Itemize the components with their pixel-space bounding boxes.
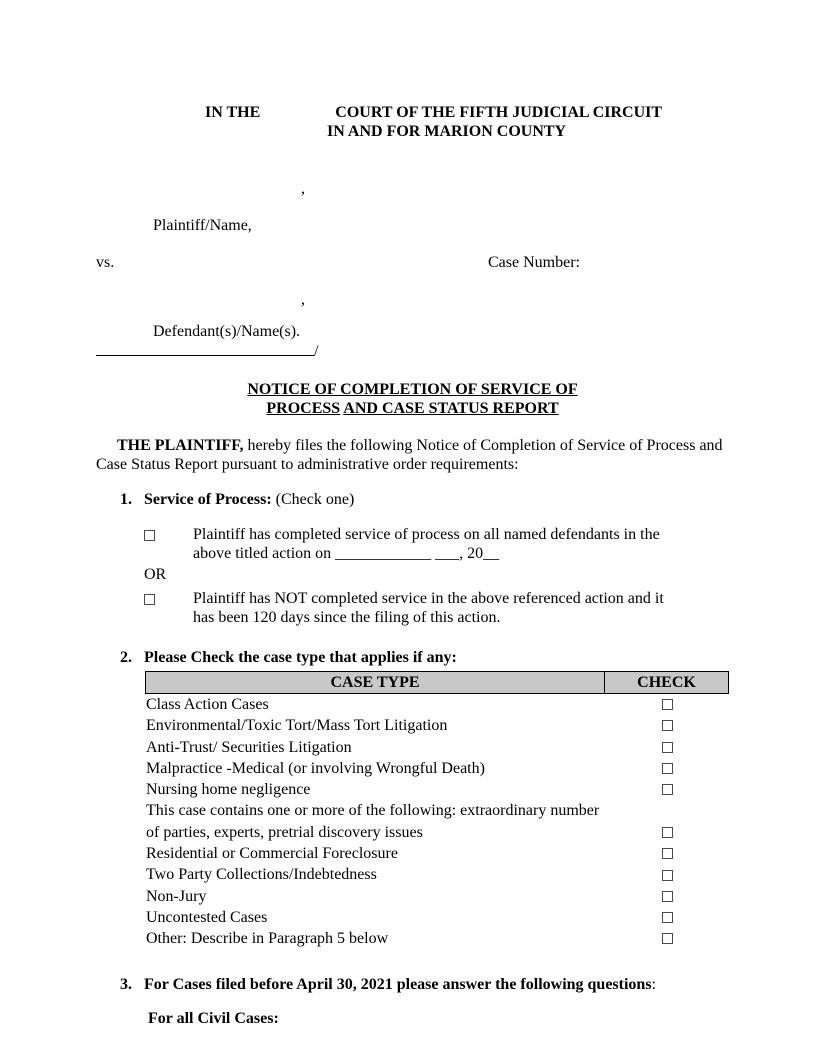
intro-plaintiff-bold: THE PLAINTIFF, bbox=[117, 437, 244, 454]
case-type-label: Residential or Commercial Foreclosure bbox=[146, 845, 398, 863]
case-type-label: Uncontested Cases bbox=[146, 908, 268, 926]
table-row-environmental bbox=[145, 715, 729, 736]
case-type-checkbox-antitrust[interactable] bbox=[662, 742, 673, 753]
caption-blank-line[interactable] bbox=[96, 341, 314, 356]
intro-paragraph bbox=[96, 436, 729, 474]
case-type-label: This case contains one or more of the following: extraordinary number bbox=[146, 802, 600, 820]
plaintiff-name-comma: , bbox=[301, 180, 305, 197]
case-type-checkbox-class-action[interactable] bbox=[662, 699, 673, 710]
case-type-checkbox-uncontested[interactable] bbox=[662, 912, 673, 923]
court-header-line1 bbox=[96, 103, 729, 122]
document-title bbox=[96, 380, 729, 418]
case-type-checkbox-environmental[interactable] bbox=[662, 720, 673, 731]
vs-label: vs. bbox=[96, 254, 115, 271]
item-2-number: 2. bbox=[120, 649, 132, 666]
case-type-label: Anti-Trust/ Securities Litigation bbox=[146, 738, 352, 756]
case-type-label: Malpractice -Medical (or involving Wrongful Death) bbox=[146, 759, 485, 777]
item-3-label: For Cases filed before April 30, 2021 please answer the following questions bbox=[144, 975, 652, 993]
item-3-number: 3. bbox=[120, 975, 132, 993]
item-1-number: 1. bbox=[120, 491, 132, 508]
or-label: OR bbox=[144, 566, 167, 583]
vs-line bbox=[96, 253, 729, 272]
service-not-completed-text-line2: has been 120 days since the filing of this action. bbox=[193, 609, 501, 626]
table-row-nursing-home bbox=[145, 779, 729, 800]
table-row-extraordinary bbox=[145, 800, 729, 843]
case-number-label: Case Number: bbox=[488, 254, 580, 271]
item-2-case-type bbox=[96, 648, 729, 667]
case-type-checkbox-other[interactable] bbox=[662, 933, 673, 944]
for-all-civil-cases-label: For all Civil Cases: bbox=[148, 1009, 279, 1027]
service-completed-text-line1: Plaintiff has completed service of process on all named defendants in the bbox=[193, 526, 660, 543]
header-check: CHECK bbox=[637, 674, 696, 691]
court-header-prefix: IN THE bbox=[205, 104, 261, 121]
caption-slash: / bbox=[314, 343, 319, 360]
table-row-foreclosure bbox=[145, 843, 729, 864]
item-3-label-colon: : bbox=[651, 975, 657, 993]
case-type-label: Other: Describe in Paragraph 5 below bbox=[146, 930, 389, 948]
court-header-name: COURT OF THE FIFTH JUDICIAL CIRCUIT bbox=[335, 104, 663, 121]
header-case-type: CASE TYPE bbox=[146, 672, 605, 693]
item-1-service-of-process bbox=[96, 490, 729, 509]
case-type-checkbox-nursing-home[interactable] bbox=[662, 784, 673, 795]
item-3-cases-before-april bbox=[96, 975, 729, 994]
service-completed-checkbox[interactable] bbox=[144, 530, 155, 541]
caption-rule-line bbox=[96, 341, 729, 361]
case-type-checkbox-collections[interactable] bbox=[662, 870, 673, 881]
table-row-non-jury bbox=[145, 886, 729, 907]
service-not-completed-checkbox[interactable] bbox=[144, 594, 155, 605]
case-type-checkbox-extraordinary[interactable] bbox=[662, 827, 673, 838]
document-title-line1: NOTICE OF COMPLETION OF SERVICE OF bbox=[247, 381, 578, 398]
case-type-checkbox-non-jury[interactable] bbox=[662, 891, 673, 902]
court-header-line2: IN AND FOR MARION COUNTY bbox=[327, 123, 567, 140]
document-title-line2-part2: AND CASE STATUS REPORT bbox=[343, 400, 559, 417]
table-row-malpractice bbox=[145, 758, 729, 779]
case-type-checkbox-malpractice[interactable] bbox=[662, 763, 673, 774]
defendant-label: Defendant(s)/Name(s). bbox=[153, 323, 301, 340]
case-type-label: Environmental/Toxic Tort/Mass Tort Litigation bbox=[146, 717, 448, 735]
case-type-label-line2: of parties, experts, pretrial discovery issues bbox=[146, 823, 423, 841]
case-type-checkbox-foreclosure[interactable] bbox=[662, 848, 673, 859]
case-type-label: Class Action Cases bbox=[146, 696, 269, 713]
table-row-other bbox=[145, 928, 729, 949]
table-row-uncontested bbox=[145, 907, 729, 928]
service-not-completed-text-line1: Plaintiff has NOT completed service in the above referenced action and it bbox=[193, 590, 664, 607]
case-type-label: Non-Jury bbox=[146, 887, 207, 905]
defendant-name-comma: , bbox=[301, 291, 305, 308]
case-type-table-header bbox=[145, 671, 729, 694]
case-type-table bbox=[145, 671, 729, 950]
item-2-label: Please Check the case type that applies if any: bbox=[144, 649, 457, 666]
item-1-label: Service of Process: bbox=[144, 491, 272, 508]
item-1-label-rest: (Check one) bbox=[271, 491, 355, 508]
service-not-completed-option bbox=[96, 589, 729, 627]
service-completed-text-line2: above titled action on ____________ ___, 20__ bbox=[193, 545, 500, 562]
case-type-label: Two Party Collections/Indebtedness bbox=[146, 866, 377, 884]
table-row-class-action bbox=[145, 694, 729, 715]
table-row-collections bbox=[145, 864, 729, 885]
service-completed-option bbox=[96, 525, 729, 563]
plaintiff-label: Plaintiff/Name, bbox=[153, 217, 252, 234]
document-title-line2-part1: PROCESS bbox=[266, 400, 341, 417]
intro-text: hereby files the following Notice of Completion of Service of Process and Case Status Report pursuant to administrative order requirements: bbox=[96, 437, 723, 473]
case-type-label: Nursing home negligence bbox=[146, 781, 311, 799]
table-row-antitrust bbox=[145, 737, 729, 758]
